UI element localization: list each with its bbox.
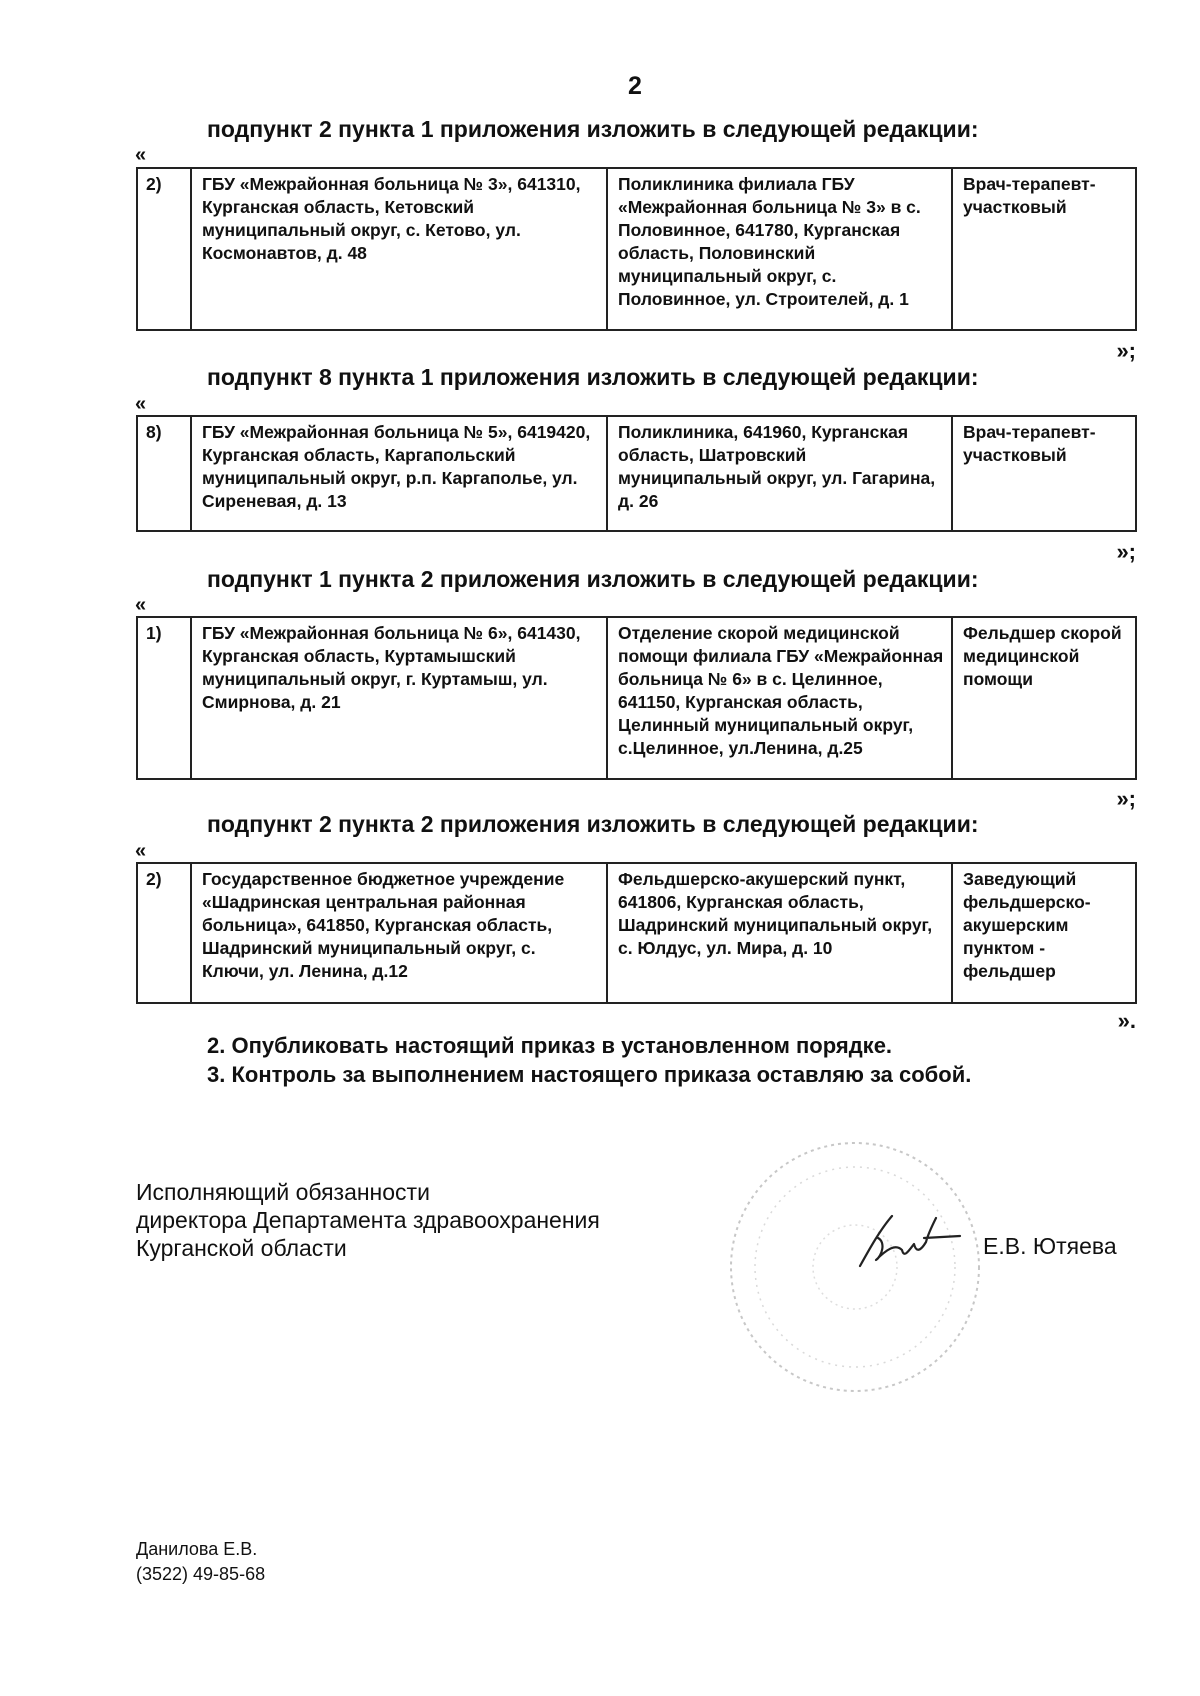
signer-title-line: директора Департамента здравоохранения	[136, 1207, 600, 1233]
table-row	[137, 416, 1136, 531]
open-quote-4: «	[135, 840, 147, 862]
table-row	[137, 168, 1136, 330]
row-number: 8)	[137, 416, 191, 531]
item-publish: 2. Опубликовать настоящий приказ в установленном порядке.	[207, 1033, 893, 1058]
signer-title-line: Исполняющий обязанности	[136, 1179, 430, 1205]
table-row	[137, 863, 1136, 1003]
table-row	[137, 617, 1136, 779]
amendment-table-3	[136, 616, 1137, 780]
address-cell: Фельдшерско-акушерский пункт, 641806, Курганская область, Шадринский муниципальный округ, с. Юлдус, ул. Мира, д. 10	[607, 863, 952, 1003]
close-quote-4: ».	[1117, 1008, 1136, 1033]
open-quote-2: «	[135, 393, 147, 415]
position-cell: Фельдшер скорой медицинской помощи	[952, 617, 1136, 779]
close-quote-3: »;	[1116, 786, 1136, 811]
row-number: 2)	[137, 168, 191, 330]
address-cell: Поликлиника филиала ГБУ «Межрайонная больница № 3» в с. Половинное, 641780, Курганская область, Половинский муниципальный округ, с. Половинное, ул. Строителей, д. 1	[607, 168, 952, 330]
position-cell: Врач-терапевт-участковый	[952, 416, 1136, 531]
amendment-table-4	[136, 862, 1137, 1004]
close-quote-2: »;	[1116, 539, 1136, 564]
contact-name: Данилова Е.В.	[136, 1539, 258, 1559]
position-cell: Врач-терапевт-участковый	[952, 168, 1136, 330]
contact-phone: (3522) 49-85-68	[136, 1564, 266, 1584]
instruction-2: подпункт 8 пункта 1 приложения изложить в следующей редакции:	[207, 364, 979, 390]
instruction-3: подпункт 1 пункта 2 приложения изложить в следующей редакции:	[207, 566, 979, 592]
address-cell: Отделение скорой медицинской помощи филиала ГБУ «Межрайонная больница № 6» в с. Целинное, 641150, Курганская область, Целинный муниципальный округ, с.Целинное, ул.Ленина, д.25	[607, 617, 952, 779]
organization-cell: ГБУ «Межрайонная больница № 3», 641310, Курганская область, Кетовский муниципальный округ, с. Кетово, ул. Космонавтов, д. 48	[191, 168, 607, 330]
open-quote-1: «	[135, 144, 147, 166]
open-quote-3: «	[135, 594, 147, 616]
signer-title	[136, 1178, 600, 1262]
contact-info	[136, 1537, 265, 1587]
instruction-4: подпункт 2 пункта 2 приложения изложить в следующей редакции:	[207, 811, 979, 837]
row-number: 1)	[137, 617, 191, 779]
address-cell: Поликлиника, 641960, Курганская область, Шатровский муниципальный округ, ул. Гагарина, д. 26	[607, 416, 952, 531]
signer-title-line: Курганской области	[136, 1235, 347, 1261]
row-number: 2)	[137, 863, 191, 1003]
handwritten-signature	[852, 1208, 962, 1278]
organization-cell: Государственное бюджетное учреждение «Шадринская центральная районная больница», 641850, Курганская область, Шадринский муниципальный округ, с. Ключи, ул. Ленина, д.12	[191, 863, 607, 1003]
page-number: 2	[628, 72, 642, 100]
amendment-table-1	[136, 167, 1137, 331]
organization-cell: ГБУ «Межрайонная больница № 5», 6419420, Курганская область, Каргапольский муниципальный округ, р.п. Каргаполье, ул. Сиреневая, д. 13	[191, 416, 607, 531]
position-cell: Заведующий фельдшерско-акушерским пунктом - фельдшер	[952, 863, 1136, 1003]
instruction-1: подпункт 2 пункта 1 приложения изложить в следующей редакции:	[207, 116, 979, 142]
amendment-table-2	[136, 415, 1137, 532]
close-quote-1: »;	[1116, 338, 1136, 363]
signer-name: Е.В. Ютяева	[983, 1233, 1117, 1259]
organization-cell: ГБУ «Межрайонная больница № 6», 641430, Курганская область, Куртамышский муниципальный округ, г. Куртамыш, ул. Смирнова, д. 21	[191, 617, 607, 779]
item-control: 3. Контроль за выполнением настоящего приказа оставляю за собой.	[207, 1062, 972, 1087]
